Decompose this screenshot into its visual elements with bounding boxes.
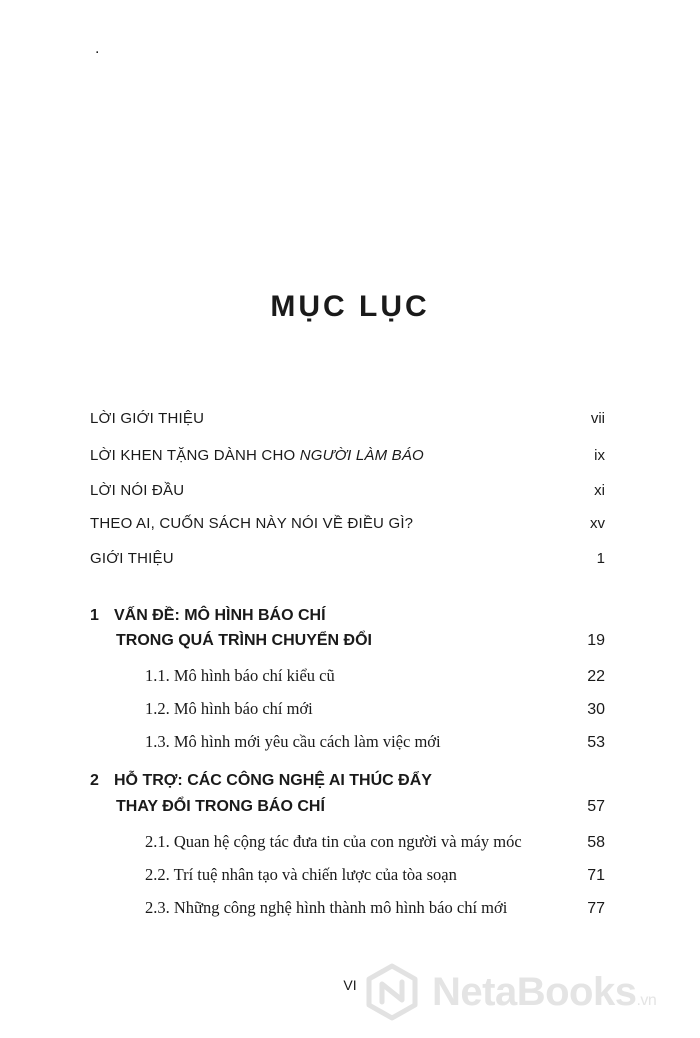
section-entry [145, 699, 605, 719]
toc-entry-page: xi [594, 482, 605, 499]
section-label: 1.2. Mô hình báo chí mới [145, 699, 313, 718]
chapter-number: 2 [90, 772, 99, 789]
section-label: 2.2. Trí tuệ nhân tạo và chiến lược của tòa soạn [145, 865, 457, 884]
toc-entry-label: LỜI NÓI ĐẦU [90, 482, 185, 499]
section-label: 1.3. Mô hình mới yêu cầu cách làm việc mới [145, 732, 441, 751]
section-entry [145, 898, 605, 918]
watermark [362, 962, 656, 1022]
section-entry [145, 832, 605, 852]
toc-entry-label: GIỚI THIỆU [90, 550, 174, 567]
chapter-title-line2: TRONG QUÁ TRÌNH CHUYỂN ĐỔI [116, 632, 372, 649]
toc-entry-page: 1 [596, 550, 605, 567]
toc-entry [90, 550, 605, 567]
section-label: 2.3. Những công nghệ hình thành mô hình báo chí mới [145, 898, 508, 917]
page-number: VI [343, 977, 357, 993]
section-page: 77 [587, 900, 605, 917]
chapter-heading [90, 772, 605, 790]
section-page: 22 [587, 668, 605, 685]
chapter-title-line2: THAY ĐỔI TRONG BÁO CHÍ [116, 798, 325, 815]
section-page: 30 [587, 701, 605, 718]
section-page: 58 [587, 834, 605, 851]
toc-entry-label-italic: NGƯỜI LÀM BÁO [299, 447, 424, 464]
toc-entry [90, 482, 605, 499]
section-entry [145, 666, 605, 686]
section-page: 53 [587, 734, 605, 751]
section-page: 71 [587, 867, 605, 884]
chapter-title-line1: VẤN ĐỀ: MÔ HÌNH BÁO CHÍ [114, 607, 326, 624]
netabooks-logo-icon [362, 962, 422, 1022]
page-mark: . [95, 40, 100, 57]
toc-entry [90, 410, 605, 427]
chapter-heading [90, 607, 605, 625]
section-entry [145, 732, 605, 752]
toc-entry-label: LỜI GIỚI THIỆU [90, 410, 205, 427]
chapter-heading-line2 [116, 798, 605, 816]
toc-entry-label: LỜI KHEN TẶNG DÀNH CHO NGƯỜI LÀM BÁO [90, 447, 424, 464]
chapter-title-line1: HỖ TRỢ: CÁC CÔNG NGHỆ AI THÚC ĐẨY [114, 772, 432, 789]
section-label: 2.1. Quan hệ cộng tác đưa tin của con người và máy móc [145, 832, 522, 851]
chapter-page: 57 [587, 798, 605, 815]
chapter-heading-line2 [116, 632, 605, 650]
watermark-text: NetaBooks.vn [432, 969, 657, 1014]
chapter-page: 19 [587, 632, 605, 649]
toc-entry-page: vii [590, 410, 605, 427]
section-entry [145, 865, 605, 885]
page-title: MỤC LỤC [270, 290, 430, 323]
toc-entry-page: ix [594, 447, 605, 464]
chapter-number: 1 [90, 607, 99, 624]
toc-entry [90, 447, 605, 464]
toc-entry [90, 515, 605, 532]
toc-entry-page: xv [590, 515, 605, 532]
section-label: 1.1. Mô hình báo chí kiểu cũ [145, 666, 335, 685]
toc-entry-label: THEO AI, CUỐN SÁCH NÀY NÓI VỀ ĐIỀU GÌ? [90, 515, 414, 532]
